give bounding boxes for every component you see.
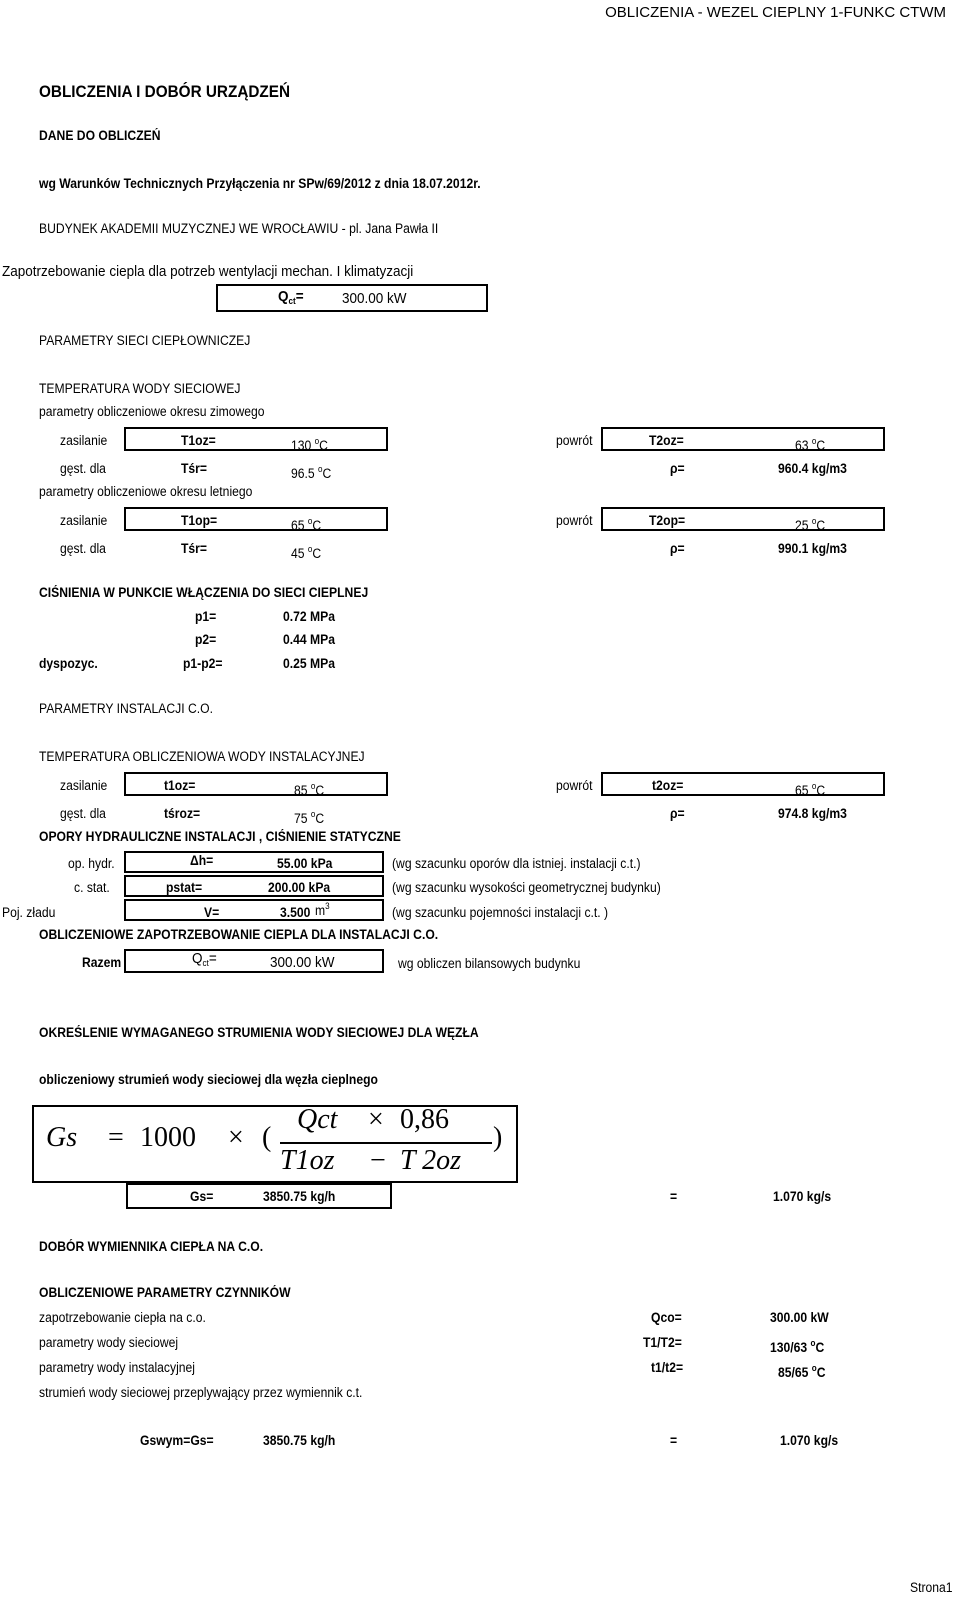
dane-title: DANE DO OBLICZEŃ <box>39 128 161 143</box>
qct-value: 300.00 kW <box>342 290 407 307</box>
zima-zasilanie-label: zasilanie <box>60 433 108 448</box>
dh-label: Δh= <box>190 853 214 868</box>
zima-t2-value: 63 $^o$C <box>795 436 826 453</box>
cisnienia-title: CIŚNIENIA W PUNKCIE WŁĄCZENIA DO SIECI CIEPLNEJ <box>39 585 369 600</box>
zapotrzebowanie-text: Zapotrzebowanie ciepla dla potrzeb wentylacji mechan. I klimatyzacji <box>2 263 414 280</box>
lato-t2-box <box>601 507 885 531</box>
inst-t1-label: t1oz= <box>164 778 196 793</box>
razem-q-label: $Q_{ct}=$ <box>192 950 217 968</box>
inst-tsr-label: tśroz= <box>164 806 201 821</box>
razem-q-value: 300.00 kW <box>270 954 335 971</box>
dobor-row-label: parametry wody instalacyjnej <box>39 1360 195 1375</box>
lato-powrot-label: powrót <box>556 513 593 528</box>
opory-title: OPORY HYDRAULICZNE INSTALACJI , CIŚNIENIE STATYCZNE <box>39 829 401 844</box>
p2-label: p2= <box>195 632 217 647</box>
dobor-row-key: Qco= <box>651 1310 682 1325</box>
formula-const: 1000 <box>140 1122 196 1153</box>
budynek-text: BUDYNEK AKADEMII MUZYCZNEJ WE WROCŁAWIU - pl. Jana Pawła II <box>39 221 439 236</box>
dobor-row-value: 300.00 kW <box>770 1310 829 1325</box>
hydr-box <box>126 851 384 873</box>
formula-den-a: T1oz <box>280 1145 335 1176</box>
lato-rho-value: 990.1 kg/m3 <box>778 541 847 556</box>
zima-t1-box <box>126 427 388 451</box>
formula-times: × <box>228 1122 244 1153</box>
siec-temp-title: TEMPERATURA WODY SIECIOWEJ <box>39 381 241 396</box>
poj-label: Poj. zładu <box>2 905 56 920</box>
dobor-row-key: t1/t2= <box>651 1360 684 1375</box>
dobor-row-value: 130/63 $^o$C <box>770 1338 825 1355</box>
lato-rho-label: ρ= <box>670 541 685 556</box>
formula-den-minus: − <box>370 1145 386 1176</box>
lato-tsr-value: 45 $^o$C <box>291 544 322 561</box>
lato-tsr-label: Tśr= <box>181 541 208 556</box>
zima-t1-value: 130 $^o$C <box>291 436 328 453</box>
dyspozyc-label: dyspozyc. <box>39 656 98 671</box>
gs-eq: = <box>670 1189 678 1204</box>
instalacja-title: PARAMETRY INSTALACJI C.O. <box>39 701 213 716</box>
gs-value-kgs: 1.070 kg/s <box>773 1189 832 1204</box>
formula-den-b: T 2oz <box>400 1145 461 1176</box>
p1-label: p1= <box>195 609 217 624</box>
dobor-row-key: T1/T2= <box>643 1335 682 1350</box>
gswym-label: Gswym=Gs= <box>140 1433 214 1448</box>
pstat-label: pstat= <box>166 880 203 895</box>
formula-num-const: 0,86 <box>400 1104 449 1135</box>
lato-t1-label: T1op= <box>181 513 218 528</box>
inst-powrot-label: powrót <box>556 778 593 793</box>
inst-rho-label: ρ= <box>670 806 685 821</box>
qct-label: $Q_{ct}=$ <box>278 288 304 306</box>
gswym-eq: = <box>670 1433 678 1448</box>
zima-t1-label: T1oz= <box>181 433 216 448</box>
gs-value: 3850.75 kg/h <box>263 1189 336 1204</box>
zima-tsr-value: 96.5 $^o$C <box>291 464 332 481</box>
lato-t1-value: 65 $^o$C <box>291 516 322 533</box>
inst-tsr-value: 75 $^o$C <box>294 809 325 826</box>
lato-t1-box <box>126 507 388 531</box>
main-title: OBLICZENIA I DOBÓR URZĄDZEŃ <box>39 82 291 101</box>
lato-title: parametry obliczeniowe okresu letniego <box>39 484 253 499</box>
razem-box <box>126 949 384 973</box>
zap-title: OBLICZENIOWE ZAPOTRZEBOWANIE CIEPLA DLA INSTALACJI C.O. <box>39 927 439 942</box>
p2-value: 0.44 MPa <box>283 632 336 647</box>
inst-t1-value: 85 $^o$C <box>294 781 325 798</box>
formula-open-paren: ( <box>262 1122 272 1153</box>
lato-t2-label: T2op= <box>649 513 686 528</box>
formula-num-times: × <box>368 1104 384 1135</box>
v-note: (wg szacunku pojemności instalacji c.t. ) <box>392 905 609 920</box>
gs-label: Gs= <box>190 1189 214 1204</box>
dobor-param-title: OBLICZENIOWE PARAMETRY CZYNNIKÓW <box>39 1285 291 1300</box>
page-header-title: OBLICZENIA - WEZEL CIEPLNY 1-FUNKC CTWM <box>605 4 946 21</box>
dobor-row-label: zapotrzebowanie ciepła na c.o. <box>39 1310 206 1325</box>
p1-value: 0.72 MPa <box>283 609 336 624</box>
strumien-sub-title: obliczeniowy strumień wody sieciowej dla węzła cieplnego <box>39 1072 378 1087</box>
lato-gest-label: gęst. dla <box>60 541 106 556</box>
v-label: V= <box>204 905 220 920</box>
v-unit: $m^3$ <box>315 901 330 918</box>
inst-t2-label: t2oz= <box>652 778 684 793</box>
page-number: Strona1 <box>910 1580 953 1595</box>
warunki-text: wg Warunków Technicznych Przyłączenia nr SPw/69/2012 z dnia 18.07.2012r. <box>39 176 481 191</box>
razem-note: wg obliczen bilansowych budynku <box>398 956 581 971</box>
formula-num-var: Qct <box>297 1104 338 1135</box>
dh-value: 55.00 kPa <box>277 856 333 871</box>
v-value: 3.500 <box>280 905 311 920</box>
gswym-value: 3850.75 kg/h <box>263 1433 336 1448</box>
formula-fraction-bar <box>280 1142 492 1144</box>
stat-box <box>126 875 384 897</box>
pstat-value: 200.00 kPa <box>268 880 331 895</box>
strumien-title: OKREŚLENIE WYMAGANEGO STRUMIENIA WODY SIECIOWEJ DLA WĘZŁA <box>39 1025 479 1040</box>
dh-note: (wg szacunku oporów dla istniej. instalacji c.t.) <box>392 856 641 871</box>
lato-t2-value: 25 $^o$C <box>795 516 826 533</box>
dp-label: p1-p2= <box>183 656 223 671</box>
instalacja-temp-title: TEMPERATURA OBLICZENIOWA WODY INSTALACYJNEJ <box>39 749 365 764</box>
formula-eq: = <box>108 1122 124 1153</box>
formula-lhs: Gs <box>46 1122 78 1153</box>
stat-label: c. stat. <box>74 880 110 895</box>
inst-t2-box <box>601 772 885 796</box>
inst-zasilanie-label: zasilanie <box>60 778 108 793</box>
lato-zasilanie-label: zasilanie <box>60 513 108 528</box>
zima-tsr-label: Tśr= <box>181 461 208 476</box>
pstat-note: (wg szacunku wysokości geometrycznej budynku) <box>392 880 661 895</box>
poj-box <box>126 899 384 921</box>
formula-close-paren: ) <box>493 1122 503 1153</box>
inst-gest-label: gęst. dla <box>60 806 106 821</box>
dp-value: 0.25 MPa <box>283 656 336 671</box>
zima-t2-label: T2oz= <box>649 433 684 448</box>
gs-box <box>126 1183 392 1209</box>
dobor-row-value: 85/65 $^o$C <box>778 1363 826 1380</box>
dobor-flow-label: strumień wody sieciowej przeplywający przez wymiennik c.t. <box>39 1385 363 1400</box>
zima-powrot-label: powrót <box>556 433 593 448</box>
dobor-title: DOBÓR WYMIENNIKA CIEPŁA NA C.O. <box>39 1239 264 1254</box>
zima-rho-value: 960.4 kg/m3 <box>778 461 847 476</box>
zima-gest-label: gęst. dla <box>60 461 106 476</box>
razem-label: Razem <box>82 955 122 970</box>
zima-rho-label: ρ= <box>670 461 685 476</box>
inst-t2-value: 65 $^o$C <box>795 781 826 798</box>
dobor-row-label: parametry wody sieciowej <box>39 1335 179 1350</box>
zima-t2-box <box>601 427 885 451</box>
zima-title: parametry obliczeniowe okresu zimowego <box>39 404 265 419</box>
hydr-label: op. hydr. <box>68 856 115 871</box>
siec-title: PARAMETRY SIECI CIEPŁOWNICZEJ <box>39 333 251 348</box>
gswym-value-kgs: 1.070 kg/s <box>780 1433 839 1448</box>
inst-rho-value: 974.8 kg/m3 <box>778 806 847 821</box>
